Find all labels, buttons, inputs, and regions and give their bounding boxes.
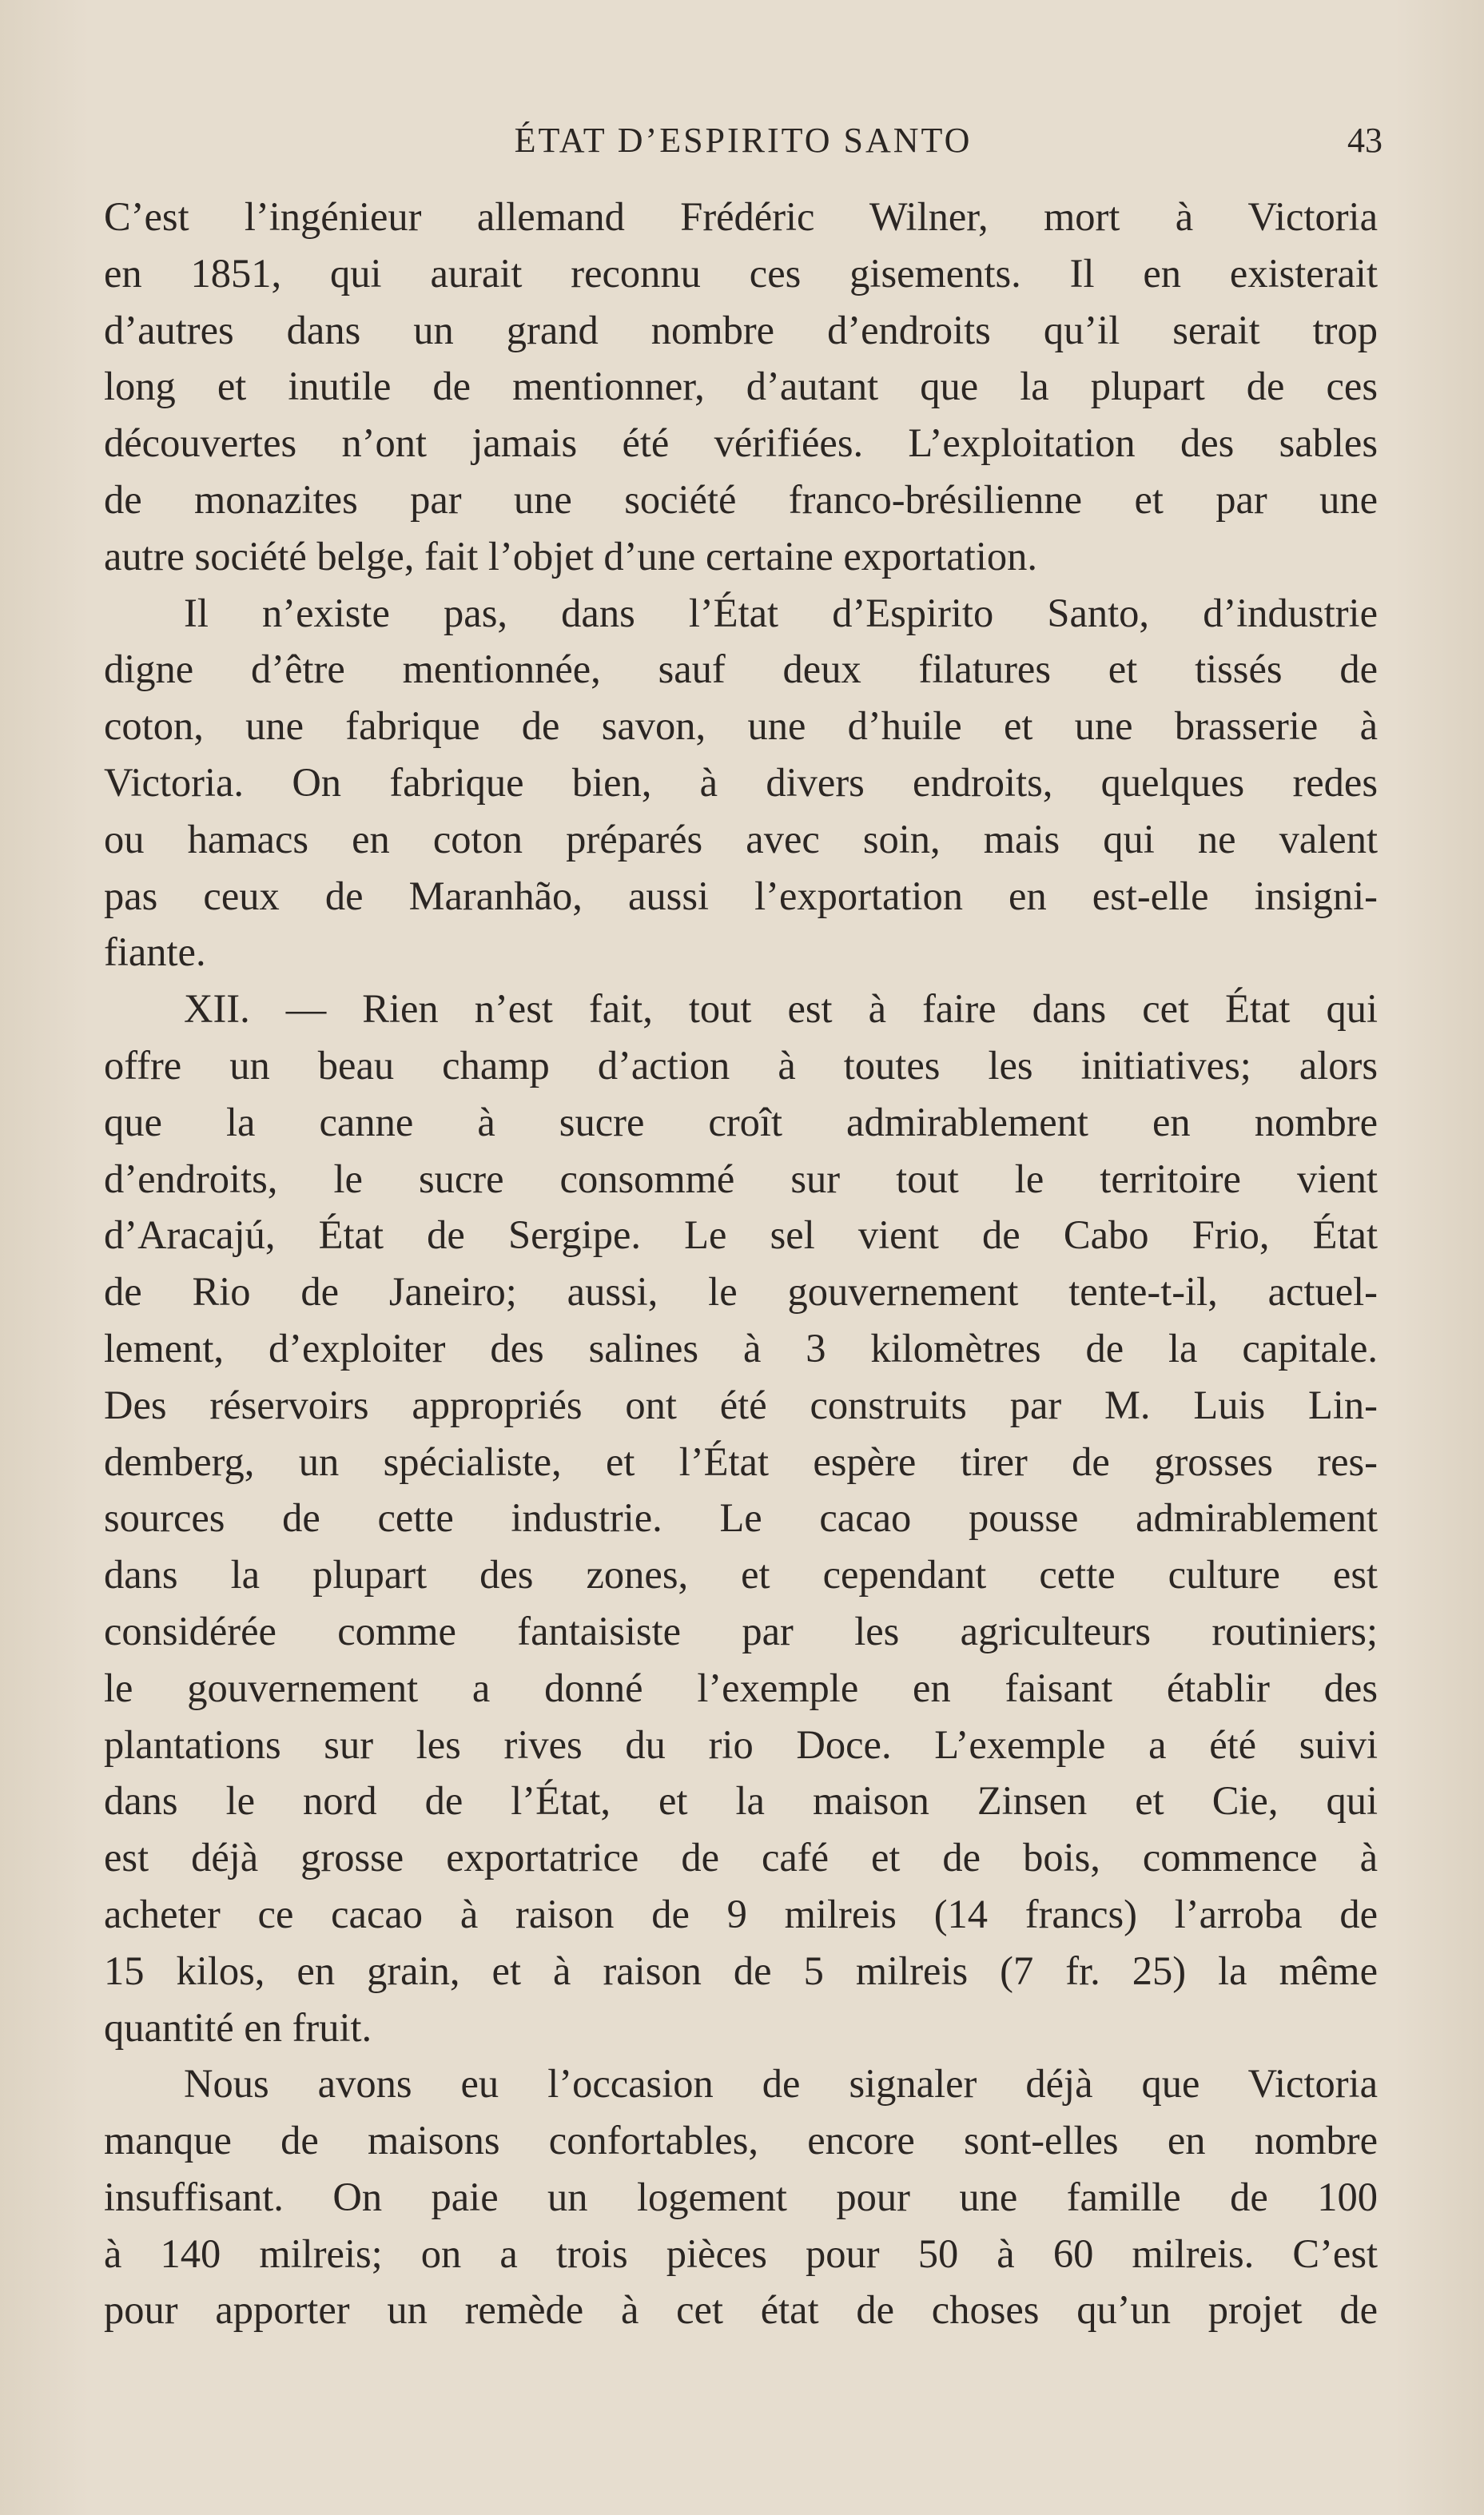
- text-line: pour apporter un remède à cet état de choses qu’un projet de: [104, 2287, 1378, 2333]
- text-line: Nous avons eu l’occasion de signaler déjà que Victoria: [184, 2061, 1378, 2107]
- text-line: considérée comme fantaisiste par les agriculteurs routiniers;: [104, 1608, 1378, 1653]
- text-line: insuffisant. On paie un logement pour une famille de 100: [104, 2174, 1378, 2219]
- text-line: autre société belge, fait l’objet d’une certaine exportation.: [104, 533, 1037, 579]
- text-line: quantité en fruit.: [104, 2004, 372, 2050]
- text-line: pas ceux de Maranhão, aussi l’exportation en est-elle insigni-: [104, 873, 1378, 918]
- page-number: 43: [1347, 121, 1383, 160]
- running-title: ÉTAT D’ESPIRITO SANTO: [514, 121, 973, 160]
- text-line: que la canne à sucre croît admirablement en nombre: [104, 1099, 1378, 1144]
- text-line: digne d’être mentionnée, sauf deux filatures et tissés de: [104, 647, 1378, 692]
- text-line: XII. — Rien n’est fait, tout est à faire dans cet État qui: [184, 986, 1378, 1032]
- text-line: demberg, un spécialiste, et l’État espère tirer de grosses res-: [104, 1439, 1378, 1484]
- text-line: Des réservoirs appropriés ont été construits par M. Luis Lin-: [104, 1382, 1378, 1427]
- text-line: en 1851, qui aurait reconnu ces gisements. Il en existerait: [104, 250, 1378, 296]
- text-line: dans la plupart des zones, et cependant cette culture est: [104, 1552, 1378, 1598]
- text-line: d’Aracajú, État de Sergipe. Le sel vient de Cabo Frio, État: [104, 1212, 1378, 1258]
- text-line: lement, d’exploiter des salines à 3 kilomètres de la capitale.: [104, 1325, 1378, 1371]
- text-line: à 140 milreis; on a trois pièces pour 50 à 60 milreis. C’est: [104, 2230, 1378, 2276]
- body-text: [104, 189, 1378, 2338]
- text-line: d’endroits, le sucre consommé sur tout le territoire vient: [104, 1156, 1378, 1201]
- text-line: de Rio de Janeiro; aussi, le gouvernement tente-t-il, actuel-: [104, 1269, 1378, 1315]
- text-line: manque de maisons confortables, encore sont-elles en nombre: [104, 2118, 1378, 2163]
- text-line: est déjà grosse exportatrice de café et de bois, commence à: [104, 1835, 1378, 1880]
- text-line: offre un beau champ d’action à toutes les initiatives; alors: [104, 1042, 1378, 1088]
- text-line: Il n’existe pas, dans l’État d’Espirito Santo, d’industrie: [184, 590, 1378, 635]
- running-head: [104, 117, 1383, 165]
- text-line: d’autres dans un grand nombre d’endroits qu’il serait trop: [104, 307, 1378, 352]
- text-line: le gouvernement a donné l’exemple en faisant établir des: [104, 1665, 1378, 1710]
- text-line: découvertes n’ont jamais été vérifiées. L’exploitation des sables: [104, 420, 1378, 466]
- text-line: 15 kilos, en grain, et à raison de 5 milreis (7 fr. 25) la même: [104, 1948, 1378, 1993]
- text-line: fiante.: [104, 929, 206, 975]
- text-line: de monazites par une société franco-brésilienne et par une: [104, 476, 1378, 522]
- text-line: coton, une fabrique de savon, une d’huile et une brasserie à: [104, 703, 1378, 749]
- text-line: long et inutile de mentionner, d’autant que la plupart de ces: [104, 364, 1378, 409]
- text-line: sources de cette industrie. Le cacao pousse admirablement: [104, 1495, 1378, 1541]
- text-line: C’est l’ingénieur allemand Frédéric Wilner, mort à Victoria: [104, 194, 1378, 239]
- text-line: plantations sur les rives du rio Doce. L’exemple a été suivi: [104, 1721, 1378, 1767]
- text-line: acheter ce cacao à raison de 9 milreis (14 francs) l’arroba de: [104, 1891, 1378, 1936]
- text-line: dans le nord de l’État, et la maison Zinsen et Cie, qui: [104, 1778, 1378, 1824]
- text-line: ou hamacs en coton préparés avec soin, mais qui ne valent: [104, 816, 1378, 862]
- text-line: Victoria. On fabrique bien, à divers endroits, quelques redes: [104, 759, 1378, 805]
